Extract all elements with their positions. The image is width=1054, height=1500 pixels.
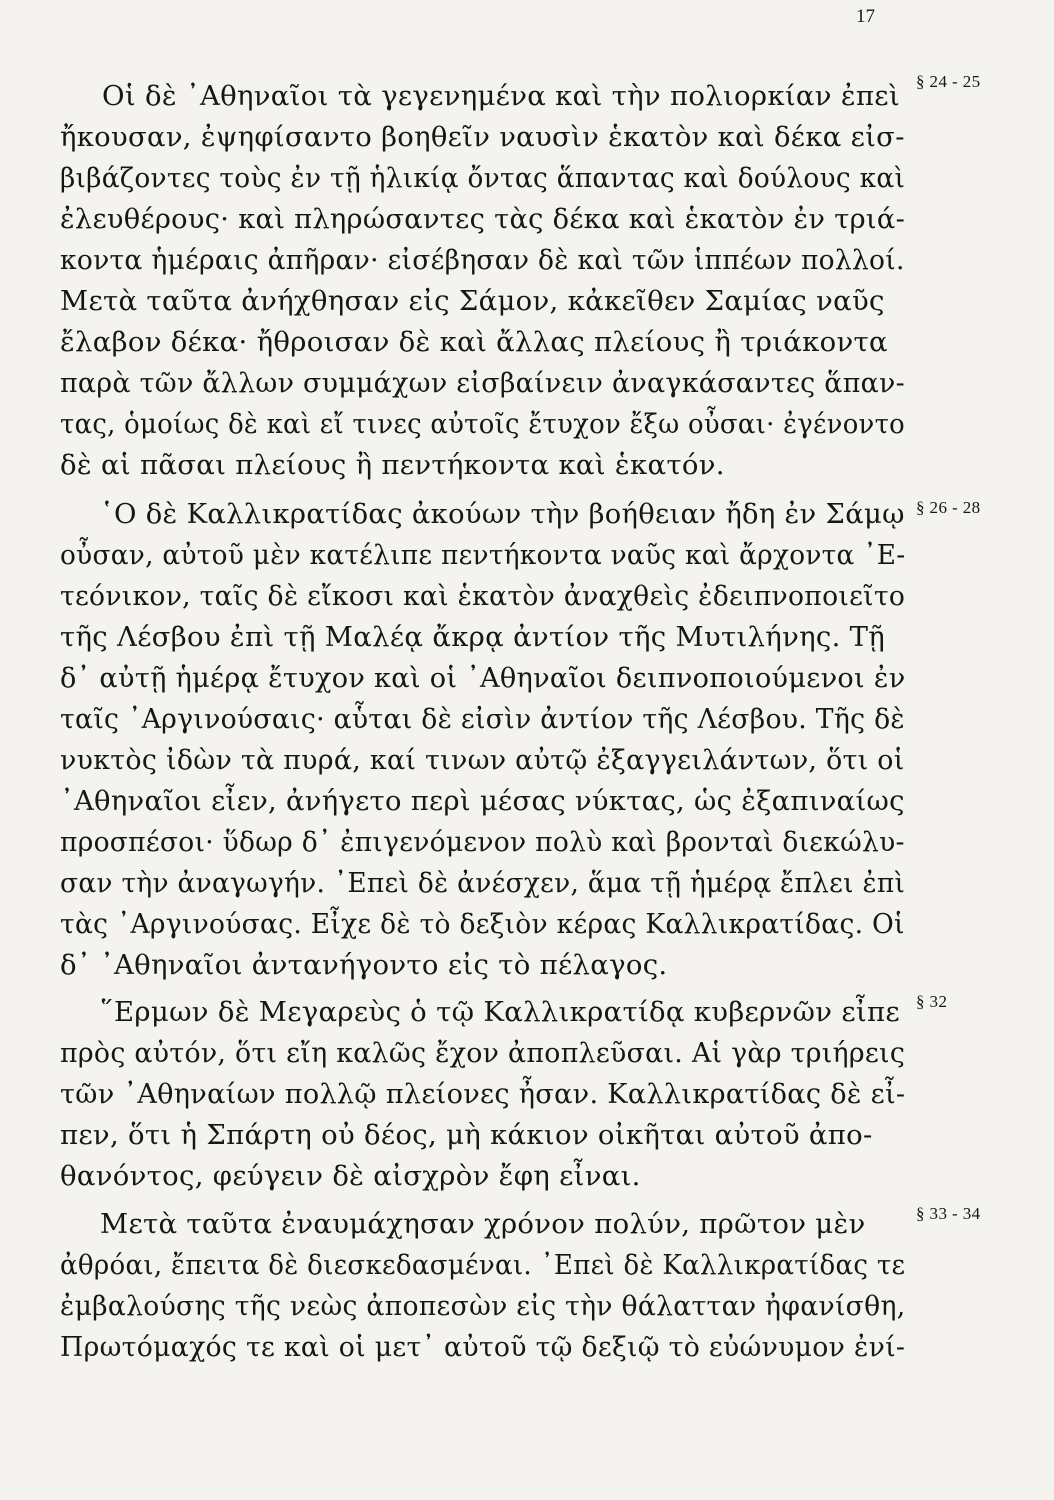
margin-reference: § 24 - 25 <box>916 72 981 91</box>
text-line: ᾿Αθηναῖοι εἶεν, ἀνήγετο περὶ μέσας νύκτας, ὡς ἐξαπιναίως <box>60 785 905 817</box>
text-line: ἔλαβον δέκα· ἤθροισαν δὲ καὶ ἄλλας πλείους ἢ τριάκοντα <box>60 326 888 358</box>
text-line: ἀθρόαι, ἔπειτα δὲ διεσκεδασμέναι. ᾿Επεὶ δὲ Καλλικρατίδας τε <box>60 1249 906 1281</box>
text-line: δ᾿ αὐτῇ ἡμέρᾳ ἔτυχον καὶ οἱ ᾿Αθηναῖοι δειπνοποιούμενοι ἐν <box>60 662 906 694</box>
text-line: πρὸς αὐτόν, ὅτι εἴη καλῶς ἔχον ἀποπλεῦσαι. Αἱ γὰρ τριήρεις <box>60 1037 906 1069</box>
page-number: 17 <box>856 6 875 27</box>
text-line: τῆς Λέσβου ἐπὶ τῇ Μαλέᾳ ἄκρᾳ ἀντίον τῆς Μυτιλήνης. Τῇ <box>60 621 886 653</box>
margin-reference: § 26 - 28 <box>916 498 981 517</box>
text-line: προσπέσοι· ὕδωρ δ᾿ ἐπιγενόμενον πολὺ καὶ βρονταὶ διεκώλυ- <box>60 826 905 858</box>
margin-reference: § 33 - 34 <box>916 1204 981 1223</box>
text-line: Πρωτόμαχός τε καὶ οἱ μετ᾿ αὐτοῦ τῷ δεξιῷ τὸ εὐώνυμον ἐνί- <box>60 1331 906 1363</box>
text-line: τὰς ᾿Αργινούσας. Εἶχε δὲ τὸ δεξιὸν κέρας Καλλικρατίδας. Οἱ <box>60 908 905 940</box>
text-line: θανόντος, φεύγειν δὲ αἰσχρὸν ἔφη εἶναι. <box>60 1160 641 1192</box>
text-line: σαν τὴν ἀναγωγήν. ᾿Επεὶ δὲ ἀνέσχεν, ἅμα τῇ ἡμέρᾳ ἔπλει ἐπὶ <box>60 867 906 899</box>
margin-reference: § 32 <box>916 992 948 1011</box>
text-line: τας, ὁμοίως δὲ καὶ εἴ τινες αὐτοῖς ἔτυχον ἔξω οὖσαι· ἐγένοντο <box>60 408 906 440</box>
text-line: οὖσαν, αὐτοῦ μὲν κατέλιπε πεντήκοντα ναῦς καὶ ἄρχοντα ᾿Ε- <box>60 539 906 571</box>
text-line: τεόνικον, ταῖς δὲ εἴκοσι καὶ ἑκατὸν ἀναχθεὶς ἐδειπνοποιεῖτο <box>60 580 906 612</box>
text-line: Οἱ δὲ ᾿Αθηναῖοι τὰ γεγενημένα καὶ τὴν πολιορκίαν ἐπεὶ <box>102 80 900 112</box>
text-line: ῞Ερμων δὲ Μεγαρεὺς ὁ τῷ Καλλικρατίδᾳ κυβερνῶν εἶπε <box>100 996 900 1028</box>
text-line: νυκτὸς ἰδὼν τὰ πυρά, καί τινων αὐτῷ ἐξαγγειλάντων, ὅτι οἱ <box>60 744 905 776</box>
text-line: τῶν ᾿Αθηναίων πολλῷ πλείονες ἦσαν. Καλλικρατίδας δὲ εἶ- <box>60 1078 906 1110</box>
text-line: ταῖς ᾿Αργινούσαις· αὗται δὲ εἰσὶν ἀντίον τῆς Λέσβου. Τῆς δὲ <box>60 703 906 735</box>
text-line: ῾Ο δὲ Καλλικρατίδας ἀκούων τὴν βοήθειαν ἤδη ἐν Σάμῳ <box>100 498 905 530</box>
text-line: κοντα ἡμέραις ἀπῆραν· εἰσέβησαν δὲ καὶ τῶν ἱππέων πολλοί. <box>60 244 905 276</box>
text-line: Μετὰ ταῦτα ἀνήχθησαν εἰς Σάμον, κἀκεῖθεν Σαμίας ναῦς <box>60 285 885 317</box>
text-line: πεν, ὅτι ἡ Σπάρτη οὐ δέος, μὴ κάκιον οἰκῆται αὐτοῦ ἀπο- <box>60 1119 873 1151</box>
text-line: ἤκουσαν, ἐψηφίσαντο βοηθεῖν ναυσὶν ἑκατὸν καὶ δέκα εἰσ- <box>60 121 905 153</box>
text-line: δ᾿ ᾿Αθηναῖοι ἀντανήγοντο εἰς τὸ πέλαγος. <box>60 949 668 981</box>
text-line: ἐμβαλούσης τῆς νεὼς ἀποπεσὼν εἰς τὴν θάλατταν ἠφανίσθη, <box>60 1290 906 1322</box>
text-line: δὲ αἱ πᾶσαι πλείους ἢ πεντήκοντα καὶ ἑκατόν. <box>60 449 725 481</box>
text-line: ἐλευθέρους· καὶ πληρώσαντες τὰς δέκα καὶ ἑκατὸν ἐν τριά- <box>60 203 906 235</box>
text-line: βιβάζοντες τοὺς ἐν τῇ ἡλικίᾳ ὄντας ἅπαντας καὶ δούλους καὶ <box>60 162 906 194</box>
text-line: Μετὰ ταῦτα ἐναυμάχησαν χρόνον πολύν, πρῶτον μὲν <box>100 1208 866 1240</box>
text-line: παρὰ τῶν ἄλλων συμμάχων εἰσβαίνειν ἀναγκάσαντες ἅπαν- <box>60 367 906 399</box>
